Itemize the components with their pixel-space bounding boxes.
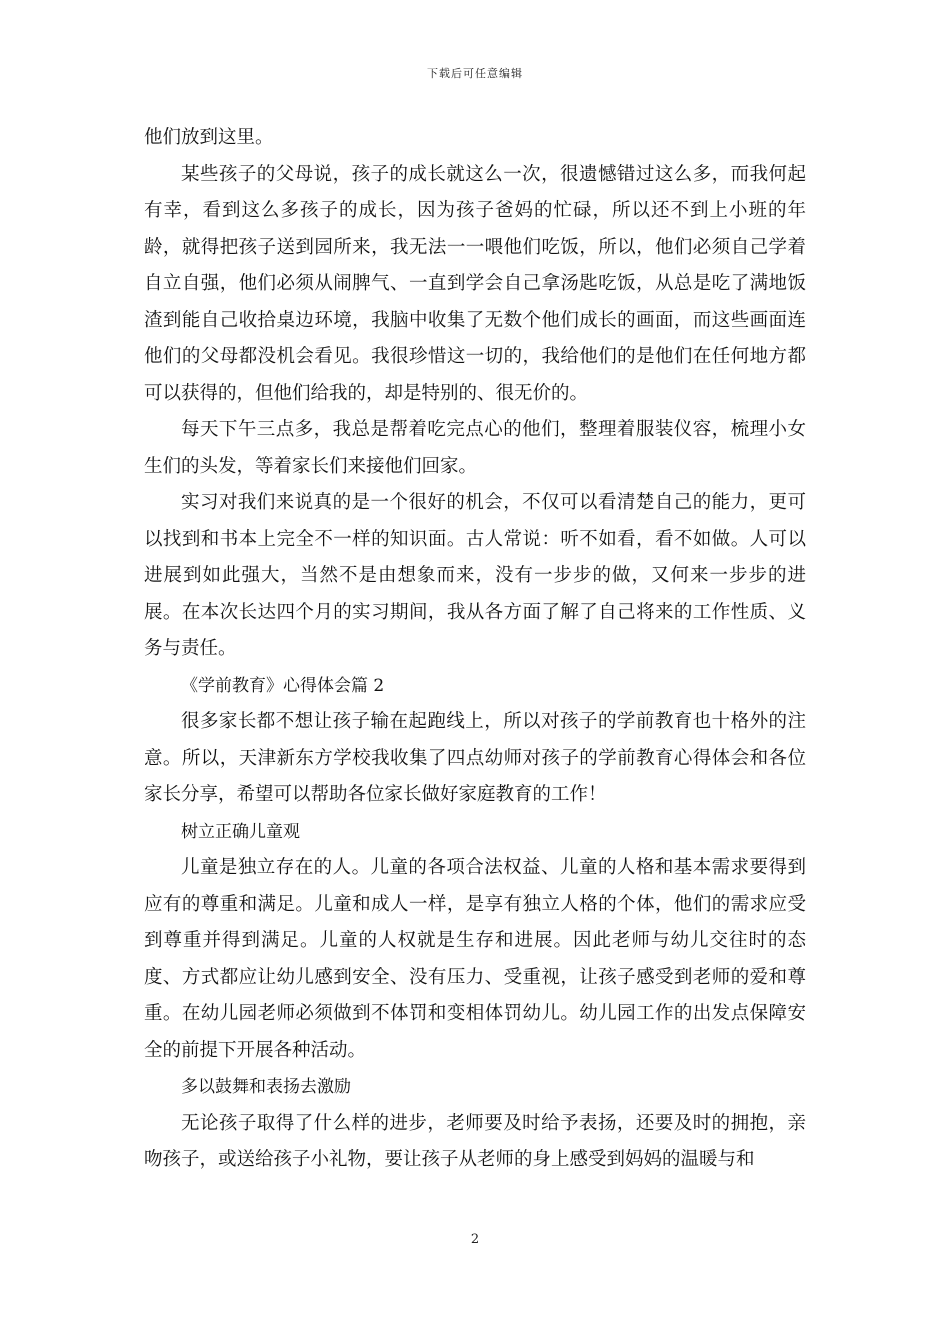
paragraph-child-view: 儿童是独立存在的人。儿童的各项合法权益、儿童的人格和基本需求要得到应有的尊重和满足。儿童和成人一样，是享有独立人格的个体，他们的需求应受到尊重并得到满足。儿童的人权就是生存和进展。因此老师与幼儿交往时的态度、方式都应让幼儿感到安全、没有压力、受重视，让孩子感受到老师的爱和尊重。在幼儿园老师必须做到不体罚和变相体罚幼儿。幼儿园工作的出发点保障安全的前提下开展各种活动。 bbox=[144, 857, 806, 1061]
page-number: 2 bbox=[470, 1232, 480, 1247]
subheading-child-view: 树立正确儿童观 bbox=[181, 821, 300, 842]
paragraph-intro: 很多家长都不想让孩子输在起跑线上，所以对孩子的学前教育也十格外的注意。所以，天津新东方学校我收集了四点幼师对孩子的学前教育心得体会和各位家长分享，希望可以帮助各位家长做好家庭教育的工作！ bbox=[144, 711, 806, 805]
paragraph-afternoon: 每天下午三点多，我总是帮着吃完点心的他们，整理着服装仪容，梳理小女生们的头发，等着家长们来接他们回家。 bbox=[144, 419, 806, 477]
page-header: 下载后可任意编辑 bbox=[427, 67, 523, 80]
paragraph-continuation: 他们放到这里。 bbox=[144, 127, 274, 148]
section-heading-part2: 《学前教育》心得体会篇 2 bbox=[181, 675, 385, 696]
paragraph-internship: 实习对我们来说真的是一个很好的机会，不仅可以看清楚自己的能力，更可以找到和书本上完全不一样的知识面。古人常说：听不如看，看不如做。人可以进展到如此强大，当然不是由想象而来，没有一步步的做，又何来一步步的进展。在本次长达四个月的实习期间，我从各方面了解了自己将来的工作性质、义务与责任。 bbox=[144, 492, 806, 659]
paragraph-parents: 某些孩子的父母说，孩子的成长就这么一次，很遗憾错过这么多，而我何起有幸，看到这么多孩子的成长，因为孩子爸妈的忙碌，所以还不到上小班的年龄，就得把孩子送到园所来，我无法一一喂他们吃饭，所以，他们必须自己学着自立自强，他们必须从闹脾气、一直到学会自己拿汤匙吃饭，从总是吃了满地饭渣到能自己收拾桌边环境，我脑中收集了无数个他们成长的画面，而这些画面连他们的父母都没机会看见。我很珍惜这一切的，我给他们的是他们在任何地方都可以获得的，但他们给我的，却是特别的、很无价的。 bbox=[144, 163, 806, 404]
document-body bbox=[144, 120, 806, 1179]
subheading-encourage: 多以鼓舞和表扬去激励 bbox=[181, 1077, 351, 1097]
paragraph-encourage: 无论孩子取得了什么样的进步，老师要及时给予表扬，还要及时的拥抱，亲吻孩子，或送给孩子小礼物，要让孩子从老师的身上感受到妈妈的温暖与和 bbox=[144, 1112, 806, 1170]
